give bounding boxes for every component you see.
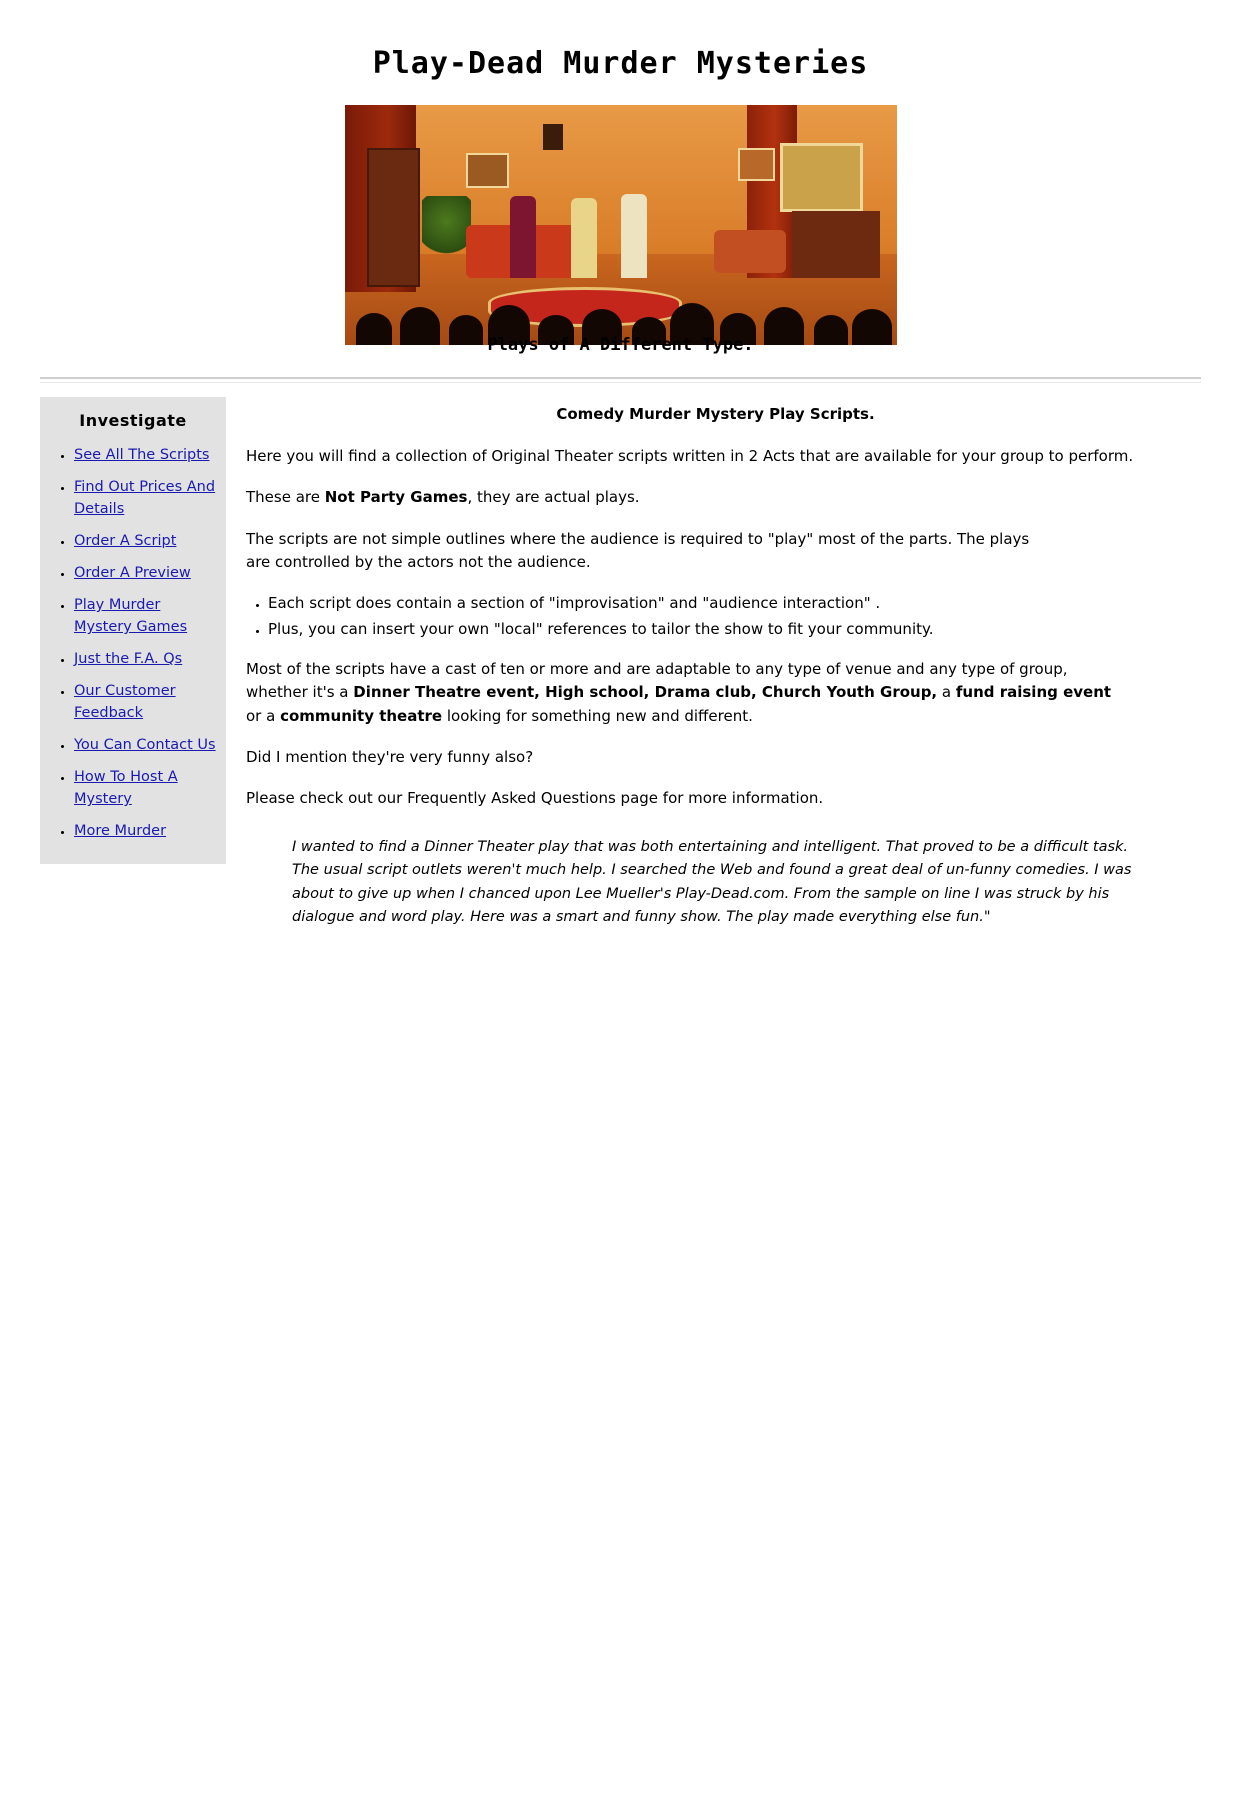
list-item: [74, 530, 220, 552]
main-heading: Comedy Murder Mystery Play Scripts.: [556, 405, 875, 423]
stage-armchair: [714, 230, 786, 273]
content-area: [40, 397, 1201, 929]
funny-paragraph: Did I mention they're very funny also?: [246, 747, 534, 766]
list-item: [74, 648, 220, 670]
sidebar-item-faq[interactable]: Just the F.A. Qs: [74, 651, 183, 668]
list-item: [74, 562, 220, 584]
stage-piano: [792, 211, 880, 278]
page-root: [0, 46, 1241, 929]
sidebar-item-customer-feedback[interactable]: Our Customer Feedback: [74, 683, 176, 722]
para4-bold-community: community theatre: [280, 706, 443, 725]
list-item: [74, 820, 220, 842]
para4-bold-groups: Dinner Theatre event, High school, Drama club, Church Youth Group,: [353, 683, 938, 702]
horizontal-divider: [40, 377, 1201, 383]
cast-and-venue-paragraph: [246, 658, 1185, 728]
sidebar-navigation: [40, 397, 226, 864]
sidebar-link-list: [40, 444, 226, 842]
sidebar-item-more-murder[interactable]: More Murder: [74, 823, 167, 840]
sidebar-item-prices-details[interactable]: Find Out Prices And Details: [74, 479, 216, 518]
features-list: [246, 592, 1185, 640]
stage-plant: [422, 196, 472, 258]
stage-actor: [510, 196, 536, 278]
sidebar-item-see-all-scripts[interactable]: See All The Scripts: [74, 447, 210, 463]
sidebar-item-contact-us[interactable]: You Can Contact Us: [74, 737, 216, 754]
list-item: [74, 594, 220, 638]
stage-actor: [571, 198, 597, 278]
para4-line3-suffix: looking for something new and different.: [442, 706, 753, 725]
sidebar-item-how-to-host[interactable]: How To Host A Mystery: [74, 769, 178, 808]
list-item: • Each script does contain a section of "improvisation" and "audience interaction" .: [268, 592, 1185, 615]
stage-painting-left: [466, 153, 509, 188]
intro-paragraph: Here you will find a collection of Original Theater scripts written in 2 Acts that are available for your group to perform.: [246, 447, 1134, 465]
list-item: [74, 444, 220, 466]
sidebar-item-order-script[interactable]: Order A Script: [74, 533, 177, 550]
list-item: • Plus, you can insert your own "local" references to tailor the show to fit your community.: [268, 618, 1185, 641]
para3-line2: are controlled by the actors not the audience.: [246, 552, 591, 571]
stage-door: [367, 148, 421, 286]
stage-deer-mount: [543, 124, 563, 150]
para4-line1: Most of the scripts have a cast of ten or more and are adaptable to any type of venue and any type of group,: [246, 660, 1068, 678]
main-content: [226, 397, 1201, 929]
scripts-detail-paragraph: [246, 528, 1185, 575]
para4-line3-prefix: or a: [246, 706, 281, 725]
customer-testimonial: I wanted to find a Dinner Theater play that was both entertaining and intelligent. That proved to be a difficult task. The usual script outlets weren't much help. I searched the Web and found a great deal of un-funny comedies. I was about to give up when I chanced upon Lee Mueller's Play-Dead.com. From the sample on line I was struck by his dialogue and word play. Here was a smart and funny show. The play made everything else fun.": [292, 839, 1132, 925]
sidebar-item-order-preview[interactable]: Order A Preview: [74, 565, 191, 582]
stage-window: [780, 143, 863, 211]
para4-line2-mid: a: [937, 683, 956, 702]
faq-paragraph: Please check out our Frequently Asked Questions page for more information.: [246, 789, 824, 807]
list-item: [74, 734, 220, 756]
para2-prefix: These are: [246, 488, 325, 507]
para4-line2-prefix: whether it's a: [246, 683, 354, 702]
para2-bold: Not Party Games: [324, 488, 468, 507]
sidebar-heading: Investigate: [79, 411, 187, 430]
stage-actor: [621, 194, 647, 278]
list-item: [74, 680, 220, 724]
list-item: [74, 476, 220, 520]
stage-photo-image: [345, 105, 897, 345]
para4-bold-fundraiser: fund raising event: [955, 683, 1112, 702]
site-tagline: Plays of A Different Type.: [487, 335, 754, 355]
list-item: [74, 766, 220, 810]
para3-line1: The scripts are not simple outlines where the audience is required to "play" most of the parts. The plays: [246, 529, 1030, 548]
stage-painting-right: [738, 148, 775, 181]
para2-suffix: , they are actual plays.: [467, 488, 640, 507]
page-title: Play-Dead Murder Mysteries: [372, 46, 869, 81]
sidebar-item-mystery-games[interactable]: Play Murder Mystery Games: [74, 597, 188, 636]
not-party-games-paragraph: [246, 486, 1185, 509]
hero-section: [0, 105, 1241, 349]
